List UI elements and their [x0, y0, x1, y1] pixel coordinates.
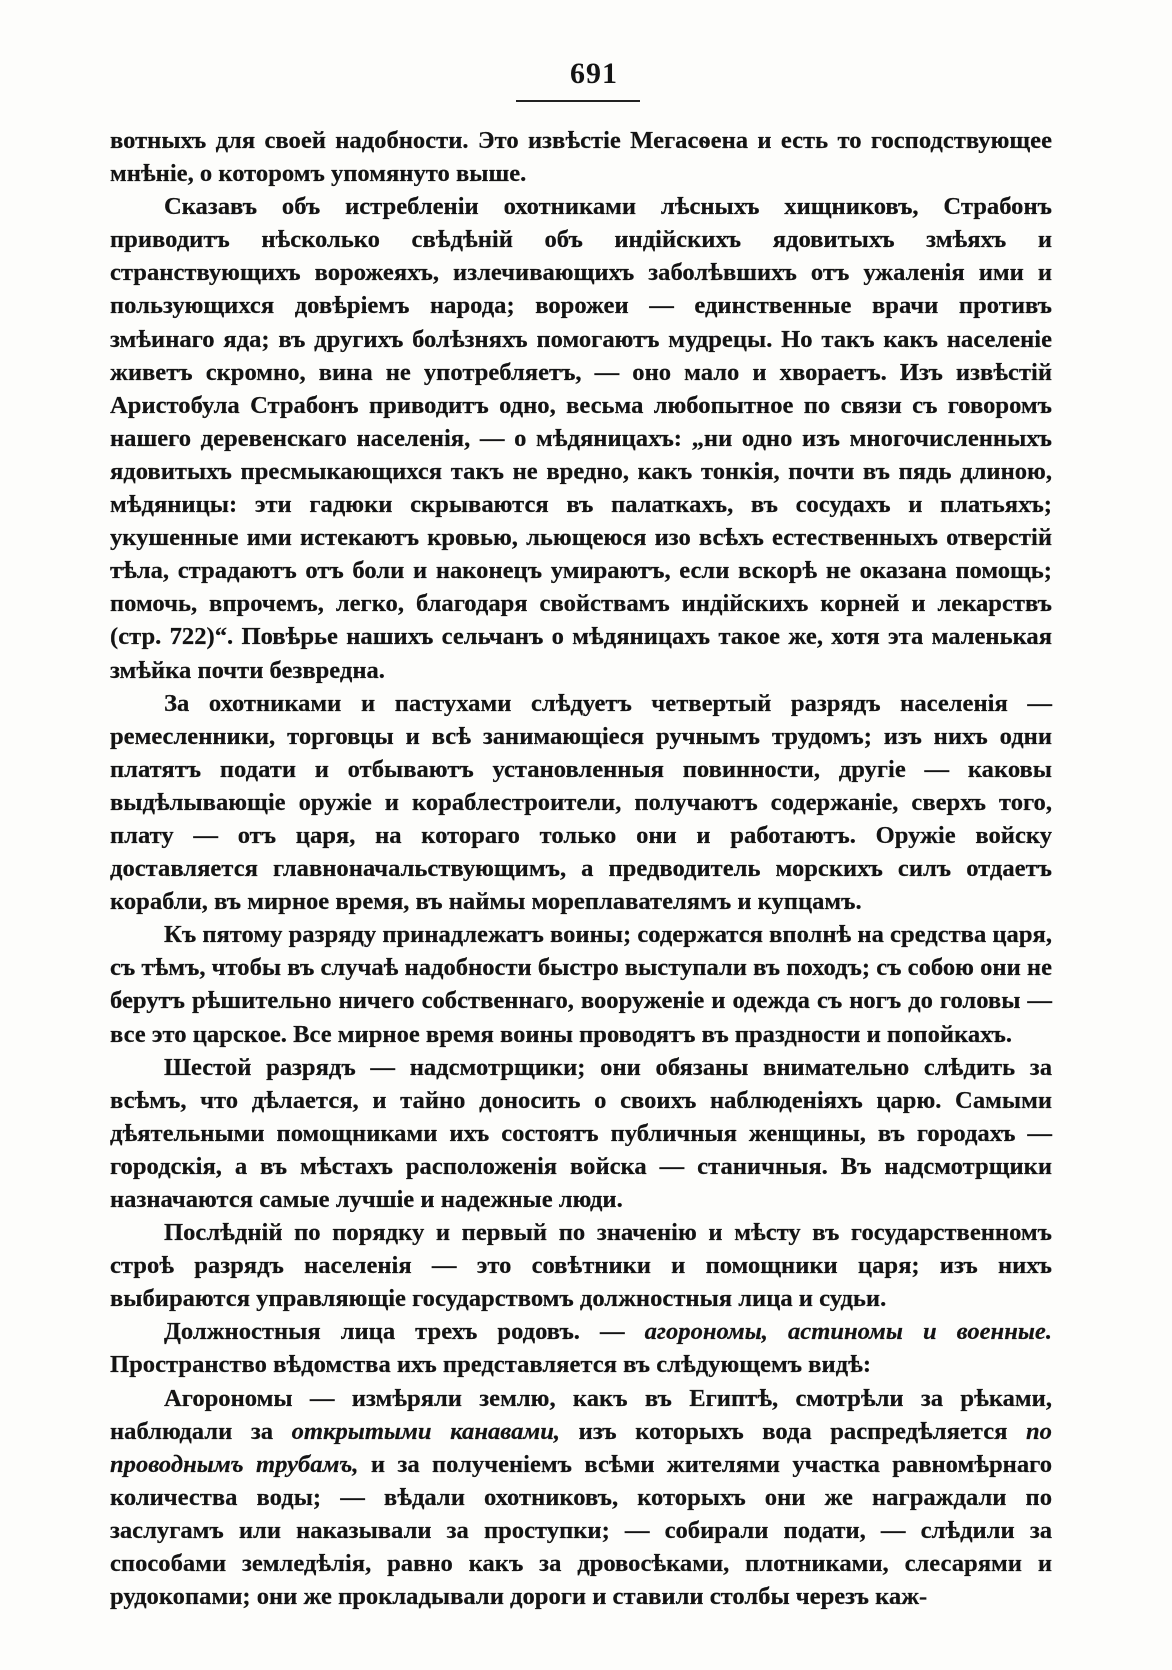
- text-segment: Послѣдній по порядку и первый по значенію и мѣсту въ государственномъ строѣ разрядъ населенія — это совѣтники и помощники царя; изъ нихъ выбираются управляющіе государствомъ должностныя лица и судьи.: [110, 1219, 1052, 1313]
- paragraph: [110, 1051, 1052, 1216]
- text-segment: Шестой разрядъ — надсмотрщики; они обязаны внимательно слѣдить за всѣмъ, что дѣлается, и тайно доносить о своихъ наблюденіяхъ царю. Самыми дѣятельными помощниками ихъ состоятъ публичныя женщины, въ городахъ — городскія, а въ мѣстахъ расположенія войска — станичныя. Въ надсмотрщики назначаются самые лучшіе и надежные люди.: [110, 1053, 1052, 1213]
- italic-text-segment: агорономы, астиномы и военные.: [644, 1318, 1052, 1346]
- text-segment: и за полученіемъ всѣми жителями участка равномѣрнаго количества воды; — вѣдали охотниковъ, которыхъ они же награждали по заслугамъ или наказывали за проступки; — собирали подати, — слѣдили за способами земледѣлія, равно какъ за дровосѣками, плотниками, слесарями и рудокопами; они же прокладывали дороги и ставили столбы черезъ каж-: [110, 1450, 1052, 1611]
- italic-text-segment: по проводнымъ трубамъ,: [110, 1417, 1052, 1478]
- paragraph: [110, 190, 1052, 686]
- text-segment: За охотниками и пастухами слѣдуетъ четвертый разрядъ населенія — ремесленники, торговцы и всѣ занимающіеся ручнымъ трудомъ; изъ нихъ одни платятъ подати и отбываютъ установленныя повинности, другіе — каковы выдѣлывающіе оружіе и кораблестроители, получаютъ содержаніе, сверхъ того, плату — отъ царя, на котораго только они и работаютъ. Оружіе войску доставляется главноначальствующимъ, а предводитель морскихъ силъ отдаетъ корабли, въ мирное время, въ наймы мореплавателямъ и купцамъ.: [110, 689, 1052, 916]
- text-segment: Сказавъ объ истребленіи охотниками лѣсныхъ хищниковъ, Страбонъ приводитъ нѣсколько свѣдѣній объ индійскихъ ядовитыхъ змѣяхъ и странствующихъ ворожеяхъ, излечивающихъ заболѣвшихъ отъ ужаленія ими и пользующихся довѣріемъ народа; ворожеи — единственные врачи противъ змѣинаго яда; въ другихъ болѣзняхъ помогаютъ мудрецы. Но такъ какъ населеніе живетъ скромно, вина не употребляетъ, — оно мало и хвораетъ. Изъ извѣстій Аристобула Страбонъ приводитъ одно, весьма любопытное по связи съ говоромъ нашего деревенскаго населенія, — о мѣдяницахъ: „ни одно изъ многочисленныхъ ядовитыхъ пресмыкающихся такъ не вредно, какъ тонкія, почти въ пядь длиною, мѣдяницы: эти гадюки скрываются въ палаткахъ, въ сосудахъ и платьяхъ; укушенные ими истекаютъ кровью, льющеюся изо всѣхъ естественныхъ отверстій тѣла, страдаютъ отъ боли и наконецъ умираютъ, если вскорѣ не оказана помощь; помочь, впрочемъ, легко, благодаря свойствамъ индійскихъ корней и лекарствъ (стр. 722)“. Повѣрье нашихъ сельчанъ о мѣдяницахъ такое же, хотя эта маленькая змѣйка почти безвредна.: [110, 193, 1052, 684]
- text-segment: Агорономы — измѣряли землю, какъ въ Египтѣ, смотрѣли за рѣками, наблюдали за: [110, 1384, 1052, 1445]
- text-segment: Должностныя лица трехъ родовъ. —: [164, 1318, 645, 1346]
- page-number-rule: [516, 100, 640, 102]
- paragraph: [110, 1315, 1052, 1381]
- paragraph: [110, 918, 1052, 1050]
- body-text: [110, 124, 1052, 1613]
- text-segment: изъ которыхъ вода распредѣляется: [560, 1417, 1026, 1445]
- paragraph: [110, 124, 1052, 190]
- italic-text-segment: открытыми канавами,: [291, 1417, 561, 1445]
- text-segment: Пространство вѣдомства ихъ представляется въ слѣдующемъ видѣ:: [110, 1351, 872, 1379]
- text-segment: Къ пятому разряду принадлежатъ воины; содержатся вполнѣ на средства царя, съ тѣмъ, чтобы въ случаѣ надобности быстро выступали въ походъ; съ собою они не берутъ рѣшительно ничего собственнаго, вооруженіе и одежда съ ногъ до головы — все это царское. Все мирное время воины проводятъ въ праздности и попойкахъ.: [110, 921, 1052, 1048]
- paragraph: [110, 1216, 1052, 1315]
- text-segment: вотныхъ для своей надобности. Это извѣстіе Мегасѳена и есть то господствующее мнѣніе, о которомъ упомянуто выше.: [110, 127, 1052, 188]
- paragraph: [110, 1382, 1052, 1614]
- page-number: 691: [570, 57, 618, 90]
- paragraph: [110, 687, 1052, 919]
